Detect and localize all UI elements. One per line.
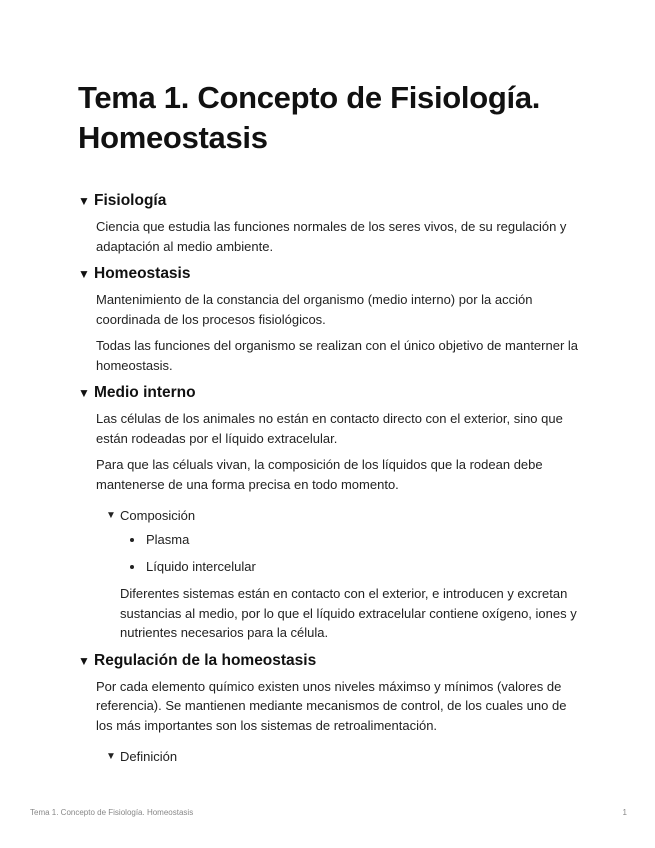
paragraph: Mantenimiento de la constancia del organismo (medio interno) por la acción coordinada de los procesos fisiológicos. [96,292,533,327]
section-fisiologia [78,190,578,256]
section-heading: Medio interno [94,384,196,401]
triangle-down-icon[interactable]: ▼ [78,194,90,208]
paragraph: Por cada elemento químico existen unos niveles máximso y mínimos (valores de referencia). Se mantienen mediante mecanismos de control, de los cuales uno de los más importantes son los sistemas de retroalimentación. [96,678,567,733]
paragraph: Diferentes sistemas están en contacto con el exterior, e introducen y excretan sustancias al medio, por lo que el líquido extracelular contiene oxígeno, iones y nutrientes necesarios para la célula. [120,586,577,640]
section-body [78,217,578,256]
triangle-down-icon[interactable]: ▼ [78,653,90,668]
document-page [78,78,578,771]
footer-page-number: 1 [622,808,627,817]
section-heading: Regulación de la homeostasis [94,651,317,669]
triangle-down-icon[interactable]: ▼ [78,267,90,281]
sub-heading: Definición [120,749,178,764]
composicion-list [120,530,578,576]
paragraph: Las células de los animales no están en contacto directo con el exterior, sino que están rodeadas por el líquido extracelular. [96,411,563,446]
list-item-text: Plasma [146,532,190,547]
triangle-down-icon[interactable]: ▼ [78,386,90,400]
sub-heading: Composición [120,508,196,523]
paragraph: Para que las céluals vivan, la composición de los líquidos que la rodean debe mantenerse de una forma precisa en todo momento. [96,457,543,492]
composicion-body [96,530,578,643]
toggle-composicion[interactable] [106,506,578,526]
paragraph: Ciencia que estudia las funciones normales de los seres vivos, de su regulación y adaptación al medio ambiente. [96,219,567,254]
section-heading: Homeostasis [94,265,191,282]
bullet-icon [130,565,134,569]
section-body [78,677,578,768]
toggle-homeostasis[interactable] [78,263,578,285]
footer-title: Tema 1. Concepto de Fisiología. Homeostasis [30,808,194,817]
list-item-text: Líquido intercelular [146,559,256,574]
toggle-definicion[interactable] [106,747,578,767]
section-regulacion [78,650,578,768]
section-medio-interno [78,382,578,643]
bullet-icon [130,538,134,542]
triangle-down-icon[interactable]: ▼ [106,751,116,762]
toggle-medio-interno[interactable] [78,382,578,404]
section-homeostasis [78,263,578,375]
triangle-down-icon[interactable]: ▼ [106,510,116,521]
toggle-fisiologia[interactable] [78,190,578,212]
list-item [120,557,578,576]
page-title: Tema 1. Concepto de Fisiología. Homeostasis [78,80,541,155]
paragraph: Todas las funciones del organismo se realizan con el único objetivo de manterner la homeostasis. [96,338,579,373]
section-heading: Fisiología [94,192,167,209]
toggle-regulacion[interactable] [78,650,578,672]
section-body [78,290,578,375]
list-item [120,530,578,549]
section-body [78,409,578,643]
